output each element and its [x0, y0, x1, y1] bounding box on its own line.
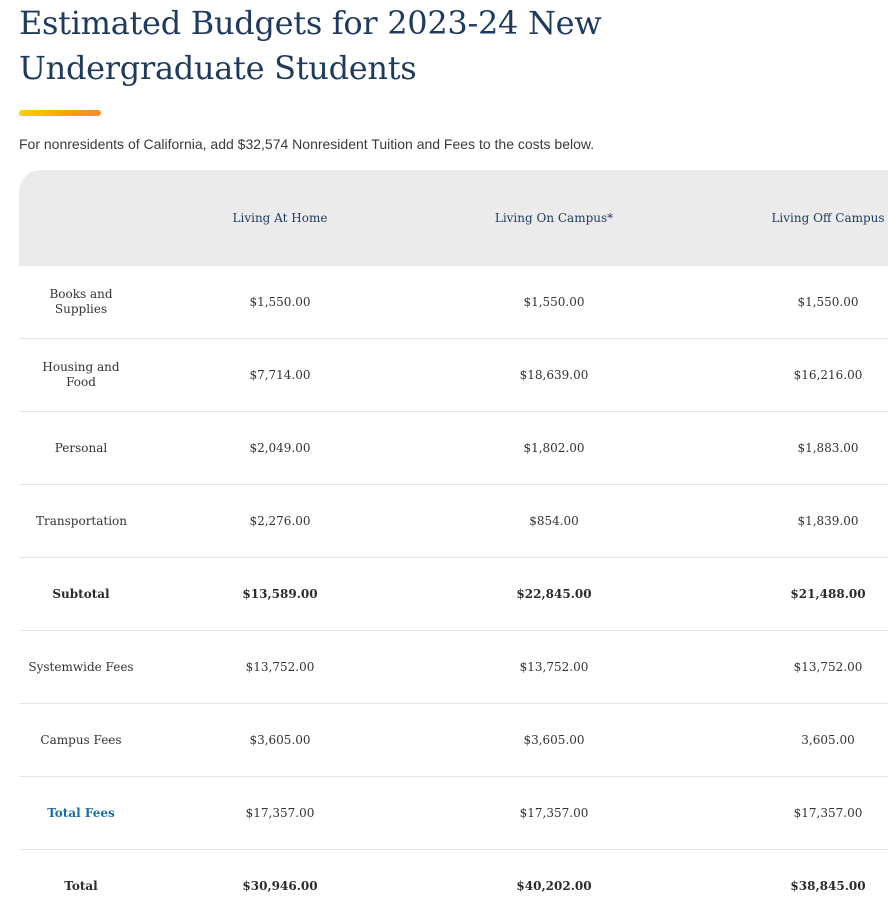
table-row-personal: [19, 412, 888, 485]
row-label: [19, 412, 143, 485]
row-label-text: Total: [64, 879, 97, 894]
title-accent-bar: [19, 110, 101, 116]
cell-at-home: $13,589.00: [143, 558, 417, 631]
cell-at-home: $17,357.00: [143, 777, 417, 850]
cell-on-campus: $13,752.00: [417, 631, 691, 704]
row-label: [19, 558, 143, 631]
total-fees-link[interactable]: Total Fees: [47, 806, 115, 821]
header-cell-blank: [19, 170, 143, 266]
table-row-housing-and-food: [19, 339, 888, 412]
cell-off-campus: $17,357.00: [691, 777, 888, 850]
table-row-transportation: [19, 485, 888, 558]
cell-off-campus: $38,845.00: [691, 850, 888, 922]
cell-off-campus: $16,216.00: [691, 339, 888, 412]
table-row-total: [19, 850, 888, 922]
row-label: [19, 266, 143, 339]
cell-at-home: $2,276.00: [143, 485, 417, 558]
row-label-text: Systemwide Fees: [28, 660, 133, 675]
row-label-text: Personal: [55, 441, 107, 456]
cell-on-campus: $1,550.00: [417, 266, 691, 339]
cell-at-home: $3,605.00: [143, 704, 417, 777]
cell-on-campus: $17,357.00: [417, 777, 691, 850]
table-row-total-fees: [19, 777, 888, 850]
cell-off-campus: $21,488.00: [691, 558, 888, 631]
row-label-text: Subtotal: [52, 587, 109, 602]
row-label: [19, 339, 143, 412]
cell-on-campus: $22,845.00: [417, 558, 691, 631]
header-living-at-home: Living At Home: [143, 170, 417, 266]
cell-on-campus: $3,605.00: [417, 704, 691, 777]
header-living-on-campus: Living On Campus*: [417, 170, 691, 266]
cell-off-campus: $1,550.00: [691, 266, 888, 339]
table-row-campus-fees: [19, 704, 888, 777]
table-header-row: [19, 170, 888, 266]
table-row-books-and-supplies: [19, 266, 888, 339]
row-label-text: Housing and Food: [36, 360, 126, 390]
page-content: [19, 0, 888, 153]
cell-off-campus: $13,752.00: [691, 631, 888, 704]
cell-at-home: $2,049.00: [143, 412, 417, 485]
row-label-text: Campus Fees: [40, 733, 121, 748]
budget-table: [19, 170, 888, 922]
row-label: [19, 485, 143, 558]
cell-on-campus: $1,802.00: [417, 412, 691, 485]
cell-off-campus: $1,883.00: [691, 412, 888, 485]
cell-at-home: $1,550.00: [143, 266, 417, 339]
cell-at-home: $30,946.00: [143, 850, 417, 922]
table-row-systemwide-fees: [19, 631, 888, 704]
row-label: [19, 850, 143, 922]
row-label: [19, 704, 143, 777]
cell-at-home: $13,752.00: [143, 631, 417, 704]
cell-off-campus: $1,839.00: [691, 485, 888, 558]
cell-on-campus: $40,202.00: [417, 850, 691, 922]
row-label-text: Books and Supplies: [36, 287, 126, 317]
cell-off-campus: 3,605.00: [691, 704, 888, 777]
row-label[interactable]: [19, 777, 143, 850]
row-label: [19, 631, 143, 704]
page-title: Estimated Budgets for 2023-24 New Undergraduate Students: [19, 0, 839, 91]
cell-on-campus: $18,639.00: [417, 339, 691, 412]
table-row-subtotal: [19, 558, 888, 631]
nonresident-note: For nonresidents of California, add $32,574 Nonresident Tuition and Fees to the costs below.: [19, 135, 888, 153]
cell-at-home: $7,714.00: [143, 339, 417, 412]
cell-on-campus: $854.00: [417, 485, 691, 558]
header-living-off-campus: Living Off Campus: [691, 170, 888, 266]
row-label-text: Transportation: [36, 514, 126, 529]
